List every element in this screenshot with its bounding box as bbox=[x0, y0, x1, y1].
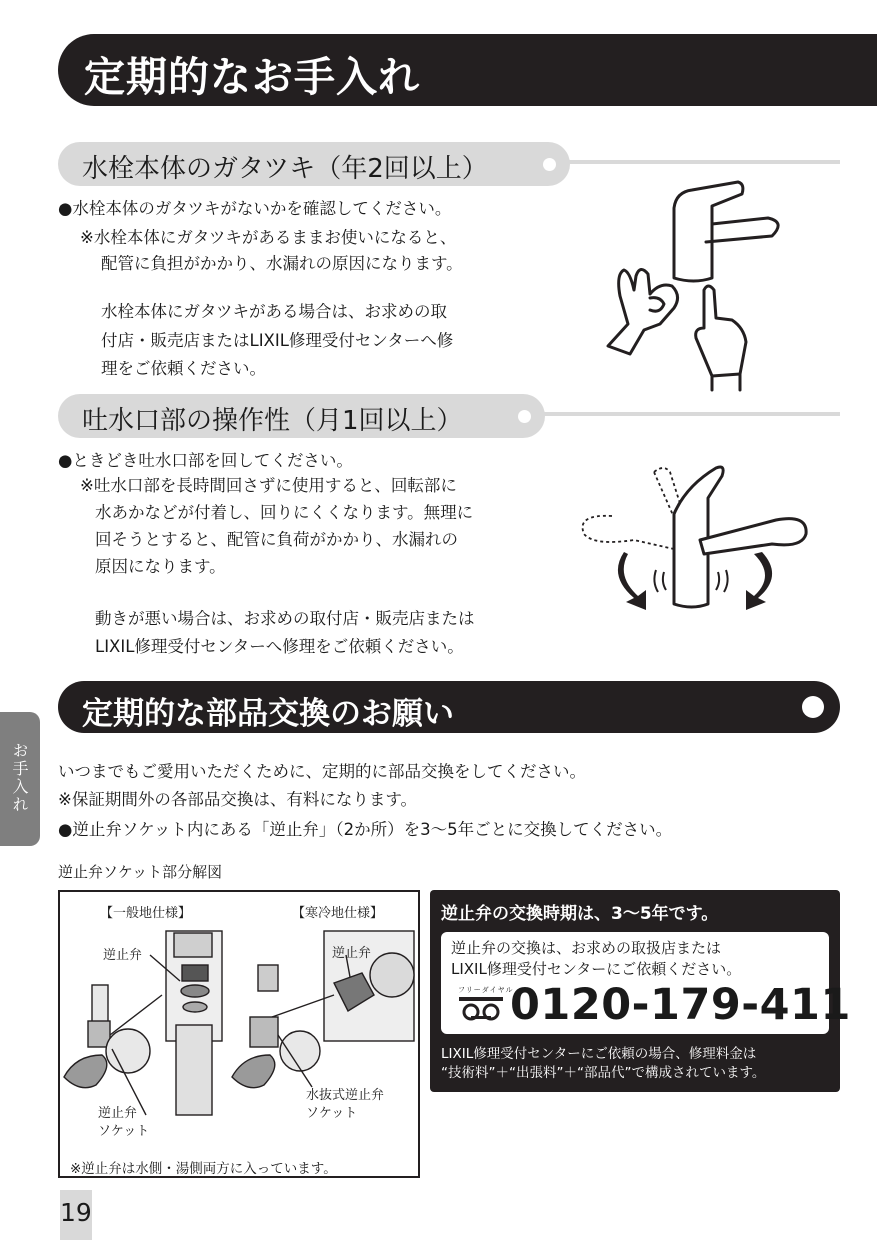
freedial-icon bbox=[458, 996, 504, 1022]
body-advice-line: 水栓本体にガタツキがある場合は、お求めの取 bbox=[101, 302, 448, 321]
contact-line: 逆止弁の交換は、お求めの取扱店または bbox=[451, 939, 722, 957]
phone-number[interactable]: 0120-179-411 bbox=[510, 980, 851, 1030]
spout-bullet: ●ときどき吐水口部を回してください。 bbox=[58, 451, 353, 470]
faucet-check-illustration bbox=[600, 178, 780, 393]
spout-note-line: 水あかなどが付着し、回りにくくなります。無理に bbox=[95, 503, 474, 522]
section-divider-line bbox=[535, 412, 840, 416]
spout-advice-line: 動きが悪い場合は、お求めの取付店・販売店または bbox=[95, 609, 475, 628]
section-title-body: 水栓本体のガタツキ（年2回以上） bbox=[82, 154, 488, 184]
socket-label-right-2: ソケット bbox=[306, 1106, 358, 1121]
body-advice-line: 付店・販売店またはLIXIL修理受付センターへ修 bbox=[101, 331, 454, 350]
page-number: 19 bbox=[60, 1198, 92, 1227]
socket-label-left-1: 逆止弁 bbox=[98, 1106, 138, 1121]
info-title: 逆止弁の交換時期は、3～5年です。 bbox=[441, 904, 719, 924]
parts-line: いつまでもご愛用いただくために、定期的に部品交換をしてください。 bbox=[58, 762, 586, 781]
body-bullet: ●水栓本体のガタツキがないかを確認してください。 bbox=[58, 199, 452, 218]
section-title-parts: 定期的な部品交換のお願い bbox=[82, 696, 454, 732]
contact-line: LIXIL修理受付センターにご依頼ください。 bbox=[451, 960, 742, 978]
info-note-line: LIXIL修理受付センターにご依頼の場合、修理料金は bbox=[441, 1046, 757, 1062]
section-divider-line bbox=[560, 160, 840, 164]
section-title-spout: 吐水口部の操作性（月1回以上） bbox=[82, 406, 463, 436]
spout-note-line: 回そうとすると、配管に負荷がかかり、水漏れの bbox=[95, 530, 458, 549]
diagram-footnote: ※逆止弁は水側・湯側両方に入っています。 bbox=[70, 1161, 337, 1177]
freedial-label: フリーダイヤル bbox=[458, 986, 514, 994]
diagram-label-cold: 【寒冷地仕様】 bbox=[292, 906, 384, 921]
diagram-label-general: 【一般地仕様】 bbox=[100, 906, 192, 921]
body-note-line: ※水栓本体にガタツキがあるままお使いになると、 bbox=[80, 228, 457, 247]
spout-note-line: 原因になります。 bbox=[95, 557, 226, 576]
spout-rotate-illustration bbox=[576, 458, 816, 618]
spout-advice-line: LIXIL修理受付センターへ修理をご依頼ください。 bbox=[95, 637, 464, 656]
socket-label-right-1: 水抜式逆止弁 bbox=[306, 1088, 385, 1103]
body-note-line: 配管に負担がかかり、水漏れの原因になります。 bbox=[101, 254, 463, 273]
page-title: 定期的なお手入れ bbox=[84, 53, 420, 101]
valve-label-right: 逆止弁 bbox=[332, 946, 372, 961]
socket-label-left-2: ソケット bbox=[98, 1124, 150, 1139]
info-note-line: “技術料”＋“出張料”＋“部品代”で構成されています。 bbox=[441, 1065, 766, 1081]
valve-label-left: 逆止弁 bbox=[103, 948, 143, 963]
parts-line: ●逆止弁ソケット内にある「逆止弁」（2か所）を3～5年ごとに交換してください。 bbox=[58, 820, 673, 839]
pill-dot-icon bbox=[543, 158, 556, 171]
pill-dot-icon bbox=[518, 410, 531, 423]
diagram-caption: 逆止弁ソケット部分解図 bbox=[58, 863, 223, 881]
spout-note-line: ※吐水口部を長時間回さずに使用すると、回転部に bbox=[80, 476, 457, 495]
side-index-tab-label: お手入れ bbox=[10, 742, 29, 814]
body-advice-line: 理をご依頼ください。 bbox=[101, 359, 266, 378]
header-dot-icon bbox=[802, 696, 824, 718]
parts-line: ※保証期間外の各部品交換は、有料になります。 bbox=[58, 790, 418, 809]
